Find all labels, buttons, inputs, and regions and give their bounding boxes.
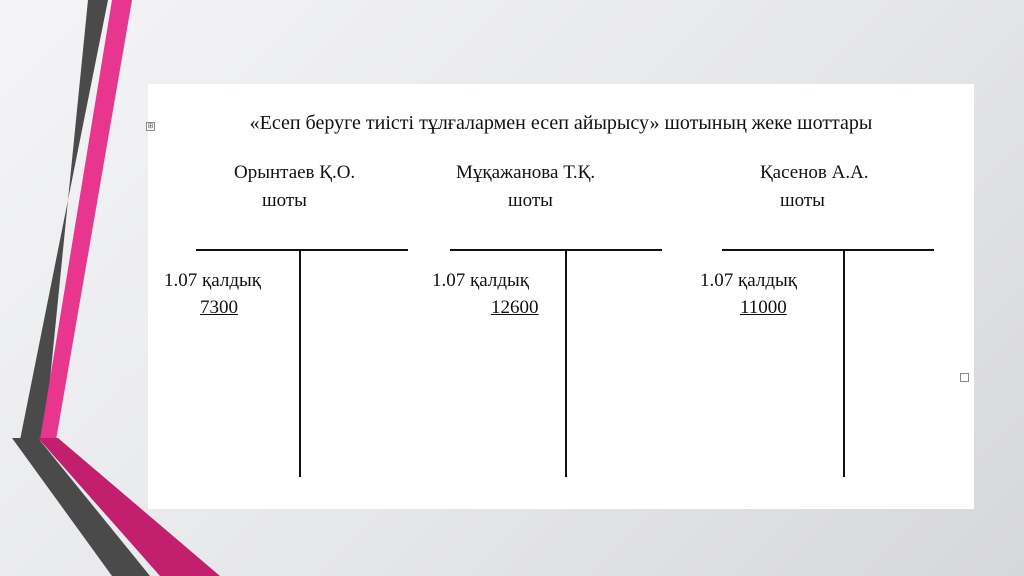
account-name: Қасенов А.А. <box>760 162 869 183</box>
t-account-top-line <box>722 249 934 251</box>
document-image <box>148 84 974 509</box>
balance-label: 1.07 қалдық <box>700 270 797 291</box>
balance-value: 11000 <box>740 297 787 318</box>
account-name: Мұқажанова Т.Қ. <box>456 162 596 183</box>
t-account-top-line <box>196 249 408 251</box>
balance-label: 1.07 қалдық <box>164 270 261 291</box>
t-account-divider <box>565 249 567 477</box>
t-account-divider <box>843 249 845 477</box>
balance-value: 12600 <box>491 297 539 318</box>
document-title: «Есеп беруге тиісті тұлғалармен есеп айырысу» шотының жеке шоттары <box>249 112 873 134</box>
table-resize-handle-icon[interactable] <box>960 373 969 382</box>
t-account-divider <box>299 249 301 477</box>
account-subtitle: шоты <box>780 190 825 211</box>
table-move-handle-icon[interactable]: ⊞ <box>147 122 154 130</box>
account-subtitle: шоты <box>508 190 553 211</box>
account-name: Орынтаев Қ.О. <box>234 162 356 183</box>
account-subtitle: шоты <box>262 190 307 211</box>
t-account-top-line <box>450 249 662 251</box>
balance-value: 7300 <box>200 297 238 318</box>
balance-label: 1.07 қалдық <box>432 270 529 291</box>
